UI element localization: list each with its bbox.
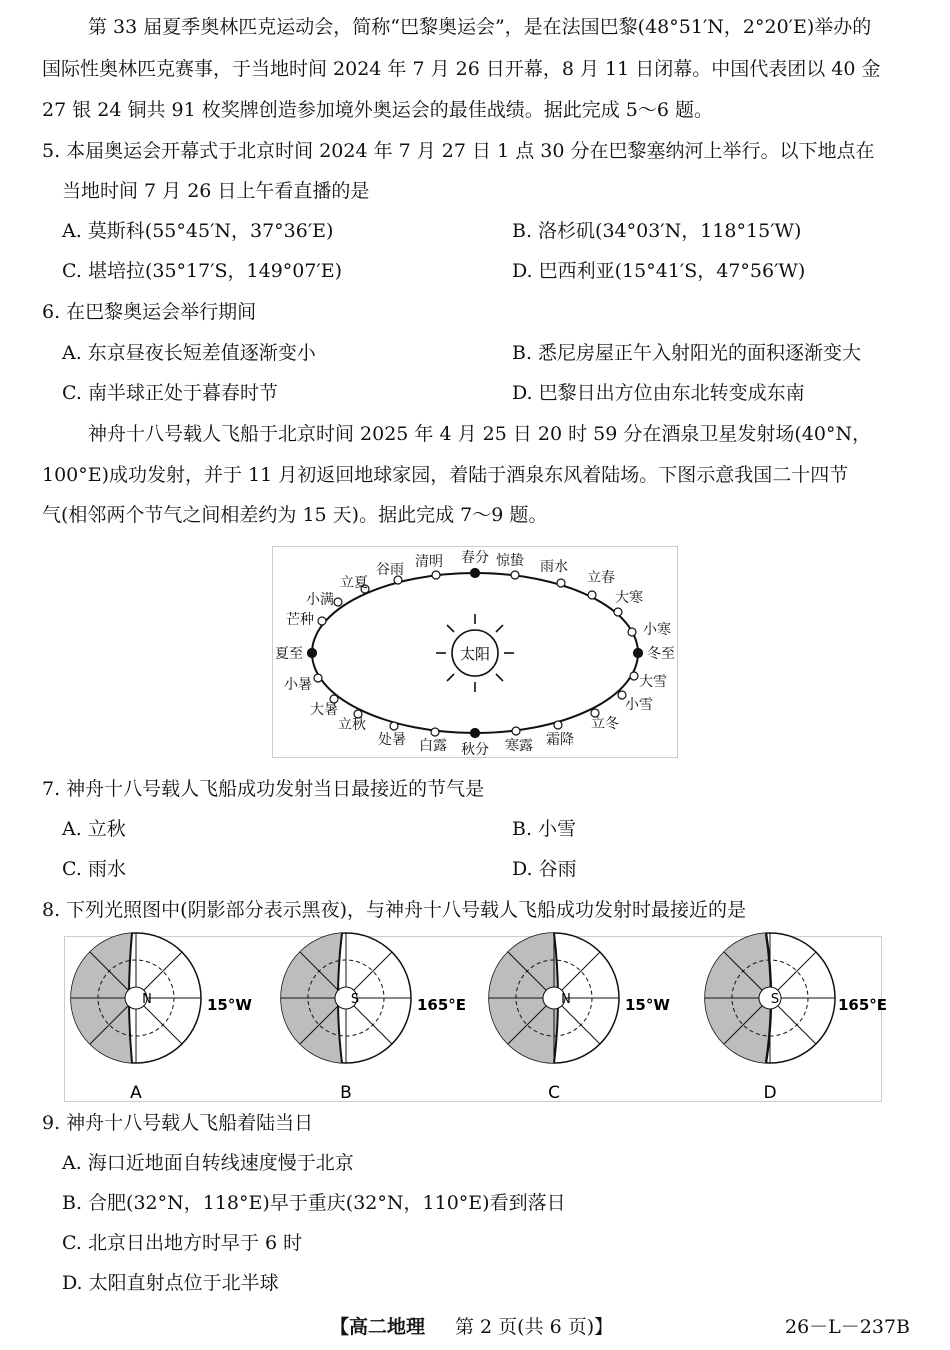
map-c-meridian: 15°W (625, 996, 670, 1014)
point-lichun (588, 591, 596, 599)
map-b-pole: S (350, 992, 360, 1007)
label-guyu: 谷雨 (376, 562, 404, 578)
point-xiazhi (308, 649, 317, 658)
q8-stem: 8. 下列光照图中(阴影部分表示黑夜)，与神舟十八号载人飞船成功发射时最接近的是 (42, 899, 746, 921)
sun-label: 太阳 (459, 645, 491, 663)
point-chushu (390, 722, 398, 730)
map-d-label: D (763, 1083, 777, 1103)
label-xiaohan: 小寒 (643, 622, 671, 638)
intro2-line3: 气(相邻两个节气之间相差约为 15 天)。据此完成 7～9 题。 (42, 504, 548, 526)
point-mangzhong (318, 617, 326, 625)
map-b-label: B (340, 1083, 352, 1103)
point-hanlu (512, 727, 520, 735)
label-xiaoman: 小满 (306, 592, 334, 608)
label-dahan: 大寒 (615, 590, 643, 606)
map-d-pole: S (770, 992, 780, 1007)
point-qiufen (471, 729, 480, 738)
point-daxue (630, 672, 638, 680)
q9-stem: 9. 神舟十八号载人飞船着陆当日 (42, 1112, 314, 1134)
q5-option-a[interactable]: A. 莫斯科(55°45′N，37°36′E) (62, 220, 334, 242)
q5-stem-line2: 当地时间 7 月 26 日上午看直播的是 (62, 180, 370, 202)
intro1-line2: 国际性奥林匹克赛事，于当地时间 2024 年 7 月 26 日开幕，8 月 11 日闭幕。中国代表团以 40 金 (42, 58, 881, 80)
q6-option-d[interactable]: D. 巴黎日出方位由东北转变成东南 (512, 382, 805, 404)
label-mangzhong: 芒种 (286, 612, 314, 628)
footer-code: 26－L－237B (785, 1316, 911, 1338)
label-hanlu: 寒露 (505, 738, 533, 754)
map-b-meridian: 165°E (417, 996, 467, 1014)
label-lichun: 立春 (587, 570, 615, 586)
q6-option-c[interactable]: C. 南半球正处于暮春时节 (62, 382, 278, 404)
label-xiaoshu: 小暑 (284, 677, 312, 693)
map-a-meridian: 15°W (207, 996, 252, 1014)
label-lixia: 立夏 (340, 575, 368, 591)
point-jingzhe (511, 571, 519, 579)
label-chunfen: 春分 (461, 550, 489, 566)
label-chushu: 处暑 (378, 732, 406, 748)
intro1-line3: 27 银 24 铜共 91 枚奖牌创造参加境外奥运会的最佳战绩。据此完成 5～6 题。 (42, 99, 713, 121)
point-xiaoman (334, 598, 342, 606)
point-dahan (614, 608, 622, 616)
map-a-label: A (130, 1083, 142, 1103)
label-liqiu: 立秋 (338, 717, 366, 733)
q7-option-b[interactable]: B. 小雪 (512, 818, 577, 840)
q7-option-d[interactable]: D. 谷雨 (512, 858, 577, 880)
q9-option-a[interactable]: A. 海口近地面自转线速度慢于北京 (62, 1152, 354, 1174)
label-qiufen: 秋分 (461, 742, 489, 758)
point-yushui (557, 579, 565, 587)
point-qingming (432, 571, 440, 579)
q7-stem: 7. 神舟十八号载人飞船成功发射当日最接近的节气是 (42, 778, 485, 800)
q6-option-a[interactable]: A. 东京昼夜长短差值逐渐变小 (62, 342, 316, 364)
point-xiaohan (628, 628, 636, 636)
label-lidong: 立冬 (591, 716, 619, 732)
label-xiazhi: 夏至 (275, 646, 303, 662)
point-bailu (431, 728, 439, 736)
label-qingming: 清明 (415, 554, 443, 570)
intro1-line1: 第 33 届夏季奥林匹克运动会，简称“巴黎奥运会”，是在法国巴黎(48°51′N，2°20′E)举办的 (88, 16, 872, 38)
point-dongzhi (634, 649, 643, 658)
label-shuangjiang: 霜降 (546, 732, 574, 748)
point-xiaoshu (314, 674, 322, 682)
map-d-meridian: 165°E (838, 996, 888, 1014)
label-dongzhi: 冬至 (647, 646, 675, 662)
footer-subject: 【高二地理 (330, 1316, 426, 1338)
q6-option-b[interactable]: B. 悉尼房屋正午入射阳光的面积逐渐变大 (512, 342, 862, 364)
intro2-line2: 100°E)成功发射，并于 11 月初返回地球家园，着陆于酒泉东风着陆场。下图示意我国二十四节 (42, 464, 849, 486)
q5-option-c[interactable]: C. 堪培拉(35°17′S，149°07′E) (62, 260, 343, 282)
map-c-label: C (548, 1083, 560, 1103)
q6-stem: 6. 在巴黎奥运会举行期间 (42, 301, 257, 323)
label-dashu: 大暑 (310, 702, 338, 718)
q9-option-d[interactable]: D. 太阳直射点位于北半球 (62, 1272, 279, 1294)
point-shuangjiang (554, 721, 562, 729)
label-bailu: 白露 (419, 738, 447, 754)
q5-option-b[interactable]: B. 洛杉矶(34°03′N，118°15′W) (512, 220, 802, 242)
footer-page-number: 第 2 页(共 6 页)】 (455, 1316, 614, 1338)
map-a-pole: N (142, 992, 152, 1007)
map-c-pole: N (561, 992, 571, 1007)
illumination-maps (64, 936, 888, 1103)
q7-option-a[interactable]: A. 立秋 (62, 818, 126, 840)
label-yushui: 雨水 (540, 559, 568, 575)
q5-stem-line1: 5. 本届奥运会开幕式于北京时间 2024 年 7 月 27 日 1 点 30 分在巴黎塞纳河上举行。以下地点在 (42, 140, 875, 162)
solar-terms-diagram (272, 546, 678, 758)
point-chunfen (471, 569, 480, 578)
label-daxue: 大雪 (639, 674, 667, 690)
label-jingzhe: 惊蛰 (496, 553, 524, 569)
q9-option-c[interactable]: C. 北京日出地方时早于 6 时 (62, 1232, 303, 1254)
label-xiaoxue: 小雪 (625, 697, 653, 713)
q9-option-b[interactable]: B. 合肥(32°N，118°E)早于重庆(32°N，110°E)看到落日 (62, 1192, 566, 1214)
q5-option-d[interactable]: D. 巴西利亚(15°41′S，47°56′W) (512, 260, 806, 282)
q7-option-c[interactable]: C. 雨水 (62, 858, 126, 880)
intro2-line1: 神舟十八号载人飞船于北京时间 2025 年 4 月 25 日 20 时 59 分在酒泉卫星发射场(40°N， (88, 423, 872, 445)
